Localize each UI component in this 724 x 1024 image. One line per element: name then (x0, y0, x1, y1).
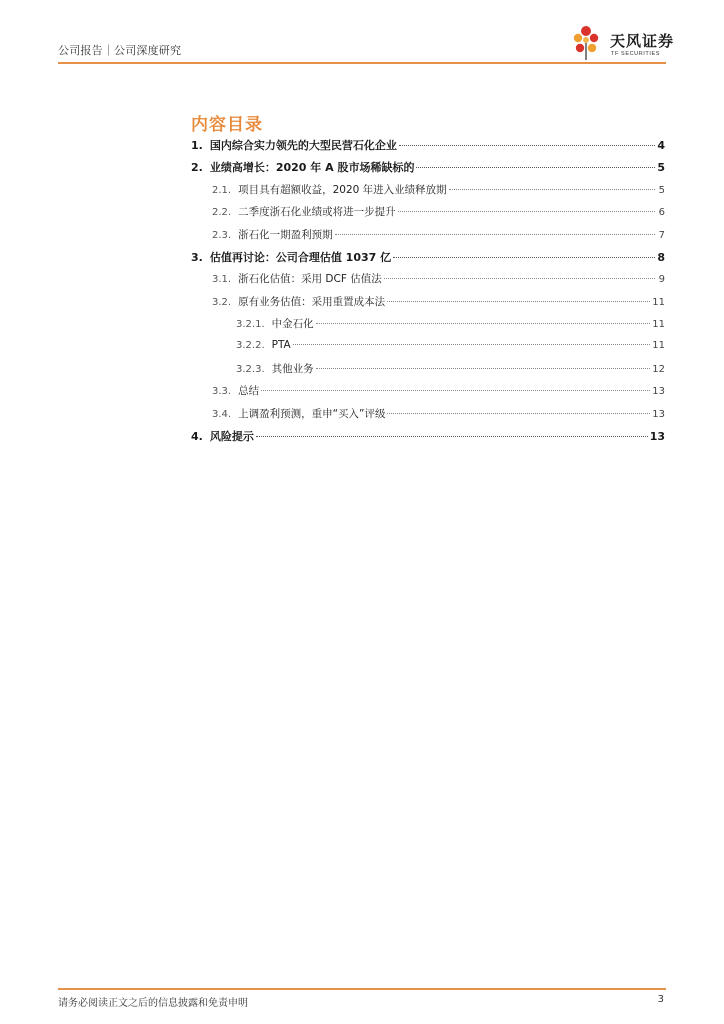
table-of-contents (191, 137, 665, 450)
toc-entry-page: 9 (658, 274, 665, 286)
toc-entry[interactable] (191, 361, 665, 383)
toc-entry-page: 13 (652, 408, 665, 420)
toc-entry-number: 2.1. (212, 184, 232, 196)
toc-leader-dots (316, 368, 651, 369)
toc-entry-page: 8 (657, 250, 665, 264)
toc-entry-title: 上调盈利预测，重申“买入”评级 (238, 407, 386, 420)
toc-entry-title: 风险提示 (209, 430, 254, 444)
toc-entry-number: 2. (191, 161, 203, 175)
toc-entry[interactable] (191, 271, 665, 293)
toc-entry-page: 5 (657, 161, 665, 175)
toc-entry[interactable] (191, 406, 665, 428)
toc-entry-page: 12 (652, 363, 665, 375)
toc-entry-page: 6 (658, 207, 665, 219)
header-divider (58, 62, 666, 64)
toc-entry-number: 3.2.1. (236, 319, 265, 331)
toc-leader-dots (387, 413, 650, 414)
footer-divider (58, 988, 666, 990)
toc-entry-title: 项目具有超额收益，2020 年进入业绩释放期 (238, 183, 447, 196)
toc-entry-title: 浙石化估值：采用 DCF 估值法 (238, 273, 382, 286)
toc-entry-page: 11 (652, 296, 665, 308)
toc-leader-dots (416, 167, 655, 168)
toc-leader-dots (293, 344, 651, 345)
toc-entry[interactable] (191, 249, 665, 271)
toc-entry-title: 二季度浙石化业绩或将进一步提升 (238, 206, 396, 219)
toc-entry[interactable] (191, 316, 665, 338)
toc-entry-page: 5 (658, 184, 665, 196)
toc-entry[interactable] (191, 204, 665, 226)
toc-entry[interactable] (191, 383, 665, 405)
toc-entry-title: 浙石化一期盈利预期 (238, 228, 333, 241)
toc-entry-title: 中金石化 (271, 318, 314, 331)
toc-entry-number: 3.2. (212, 296, 232, 308)
toc-leader-dots (399, 145, 655, 146)
toc-entry-page: 13 (649, 430, 665, 444)
toc-entry-number: 2.3. (212, 229, 232, 241)
logo-flower-icon (570, 24, 606, 62)
footer-disclaimer: 请务必阅读正文之后的信息披露和免责申明 (58, 998, 248, 1009)
toc-title: 内容目录 (191, 115, 263, 135)
toc-entry-number: 3.3. (212, 386, 232, 398)
toc-entry-number: 3.2.3. (236, 363, 265, 375)
toc-entry[interactable] (191, 137, 665, 159)
toc-entry-number: 3. (191, 250, 203, 264)
toc-entry-page: 13 (652, 386, 665, 398)
toc-entry-title: PTA (271, 338, 291, 351)
toc-entry-page: 11 (652, 319, 665, 331)
toc-entry-title: 国内综合实力领先的大型民营石化企业 (209, 139, 397, 152)
toc-leader-dots (393, 257, 655, 258)
toc-entry-title: 估值再讨论：公司合理估值 1037 亿 (209, 250, 392, 264)
toc-leader-dots (335, 234, 655, 235)
report-category: 公司报告｜公司深度研究 (58, 44, 182, 57)
toc-entry-title: 总结 (238, 385, 260, 398)
toc-entry-page: 11 (652, 339, 665, 351)
toc-entry-page: 7 (658, 229, 665, 241)
toc-entry-page: 4 (657, 139, 665, 152)
toc-leader-dots (316, 323, 651, 324)
company-logo (570, 24, 680, 62)
toc-leader-dots (387, 301, 650, 302)
toc-leader-dots (256, 436, 648, 437)
toc-entry[interactable] (191, 428, 665, 450)
toc-leader-dots (398, 211, 655, 212)
toc-entry-number: 1. (191, 139, 203, 152)
logo-text: 天风证券 (610, 32, 675, 50)
toc-entry[interactable] (191, 182, 665, 204)
toc-entry-title: 业绩高增长：2020 年 A 股市场稀缺标的 (209, 161, 415, 175)
toc-entry-number: 3.1. (212, 274, 232, 286)
toc-entry[interactable] (191, 339, 665, 361)
logo-subtext: TF SECURITIES (611, 51, 661, 57)
toc-entry-number: 2.2. (212, 207, 232, 219)
toc-entry[interactable] (191, 294, 665, 316)
toc-entry[interactable] (191, 227, 665, 249)
toc-entry-number: 3.2.2. (236, 339, 265, 351)
toc-entry-title: 其他业务 (271, 362, 314, 375)
toc-entry-number: 3.4. (212, 408, 232, 420)
toc-leader-dots (449, 189, 655, 190)
toc-leader-dots (261, 390, 650, 391)
toc-entry[interactable] (191, 159, 665, 181)
page-number: 3 (657, 994, 664, 1005)
toc-leader-dots (384, 278, 655, 279)
toc-entry-title: 原有业务估值：采用重置成本法 (238, 295, 386, 308)
toc-entry-number: 4. (191, 430, 203, 444)
